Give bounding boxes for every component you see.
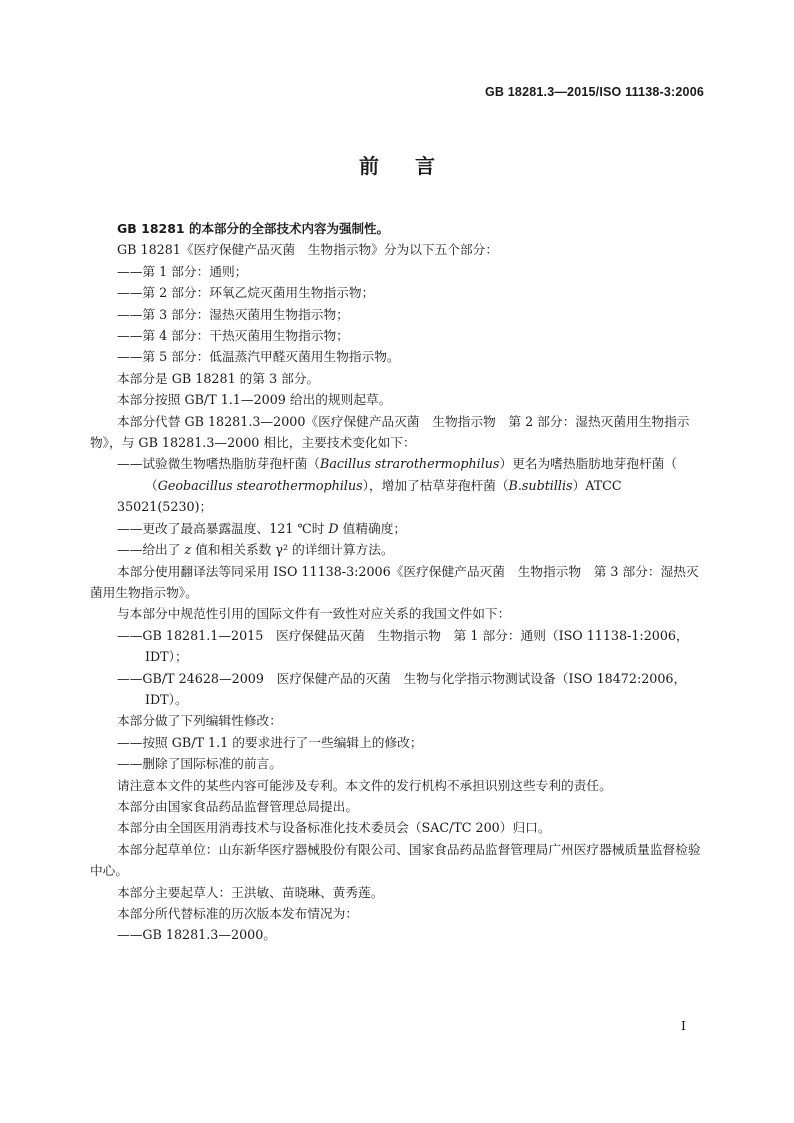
mandatory-statement: GB 18281 的本部分的全部技术内容为强制性。: [117, 221, 389, 236]
part-list-item: ——第 5 部分：低温蒸汽甲醛灭菌用生物指示物。: [117, 349, 400, 365]
foreword-body: [90, 218, 707, 946]
page-title: 前言: [359, 154, 471, 178]
adoption-statement: 本部分使用翻译法等同采用 ISO 11138-3:2006《医疗保健产品灭菌 生物指示物 第 3 部分：湿热灭菌用生物指示物》。: [90, 563, 699, 600]
drafters: 本部分主要起草人：王洪敏、苗晓琳、黄秀莲。: [117, 884, 384, 900]
proposer-statement: 本部分由国家食品药品监督管理总局提出。: [117, 798, 359, 814]
references-intro: 与本部分中规范性引用的国际文件有一致性对应关系的我国文件如下：: [117, 606, 511, 622]
editorial-item: ——删除了国际标准的前言。: [117, 756, 282, 772]
change-item: ——给出了 z 值和相关系数 γ² 的详细计算方法。: [117, 542, 394, 558]
change-item: ——更改了最高暴露温度、121 ℃时 D 值精确度；: [117, 520, 407, 536]
editorial-intro: 本部分做了下列编辑性修改：: [117, 713, 282, 729]
patent-notice: 请注意本文件的某些内容可能涉及专利。本文件的发行机构不承担识别这些专利的责任。: [117, 777, 612, 793]
part-list-item: ——第 3 部分：湿热灭菌用生物指示物；: [117, 306, 349, 322]
part-list-item: ——第 4 部分：干热灭菌用生物指示物；: [117, 328, 349, 344]
reference-item: ——GB 18281.1—2015 医疗保健品灭菌 生物指示物 第 1 部分：通则（ISO 11138-1:2006，: [117, 627, 689, 643]
history-intro: 本部分所代替标准的历次版本发布情况为：: [117, 906, 359, 921]
parts-intro: GB 18281《医疗保健产品灭菌 生物指示物》分为以下五个部分：: [117, 242, 499, 258]
part-list-item: ——第 2 部分：环氧乙烷灭菌用生物指示物；: [117, 285, 375, 301]
standard-number-header: GB 18281.3—2015/ISO 11138-3:2006: [484, 85, 704, 99]
change-item: ——试验微生物嗜热脂肪芽孢杆菌（Bacillus strarothermophilus）更名为嗜热脂肪地芽孢杆菌（ （Geobacillus stearothermophilus），增加了枯草芽孢杆菌（B.subtillis）ATCC 35021(5230)；: [117, 456, 678, 515]
part-list-item: ——第 1 部分：通则；: [117, 263, 248, 279]
page-number: I: [681, 1018, 686, 1033]
committee-statement: 本部分由全国医用消毒技术与设备标准化技术委员会（SAC/TC 200）归口。: [117, 820, 551, 836]
history-item: ——GB 18281.3—2000。: [117, 927, 276, 943]
reference-item-continued: IDT）；: [145, 649, 188, 665]
drafting-rules: 本部分按照 GB/T 1.1—2009 给出的规则起草。: [117, 392, 392, 408]
drafting-units: 本部分起草单位：山东新华医疗器械股份有限公司、国家食品药品监督管理局广州医疗器械质量监督检验中心。: [90, 841, 701, 879]
replacement-statement: 本部分代替 GB 18281.3—2000《医疗保健产品灭菌 生物指示物 第 2 部分：湿热灭菌用生物指示物》，与 GB 18281.3—2000 相比，主要技术变化如下：: [90, 413, 690, 451]
reference-item: ——GB/T 24628—2009 医疗保健产品的灭菌 生物与化学指示物测试设备（ISO 18472:2006，: [117, 670, 687, 686]
part-statement: 本部分是 GB 18281 的第 3 部分。: [117, 370, 320, 386]
reference-item-continued: IDT）。: [145, 691, 188, 707]
editorial-item: ——按照 GB/T 1.1 的要求进行了一些编辑上的修改；: [117, 734, 423, 750]
